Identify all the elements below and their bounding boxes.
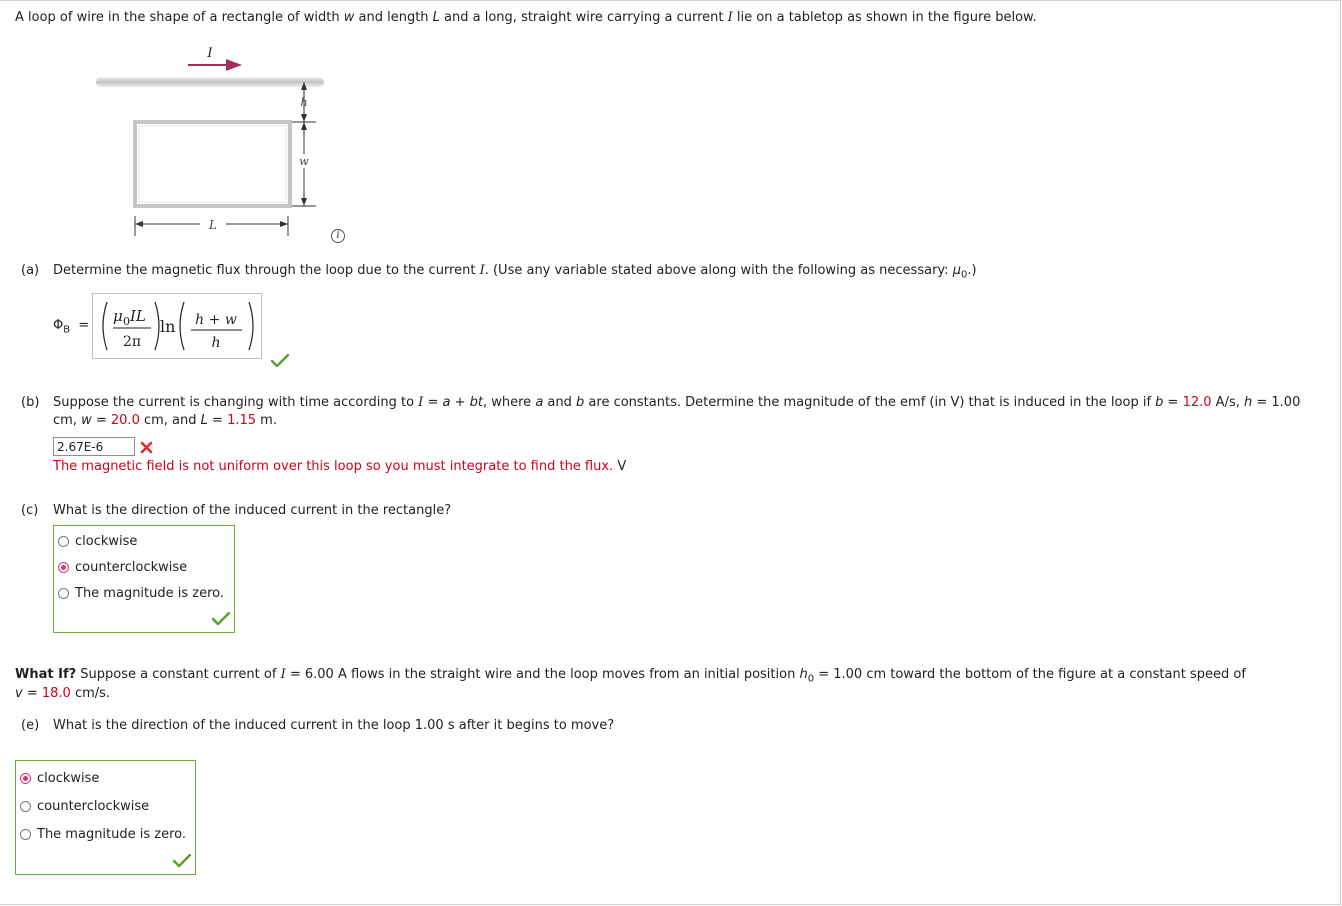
flux-equals: =: [78, 318, 90, 333]
part-a-text-3: .): [967, 263, 977, 278]
radio-icon[interactable]: [58, 588, 69, 599]
b-text-9: m.: [256, 413, 277, 428]
b-text-5: A/s,: [1211, 395, 1244, 410]
answer-mu: μ: [113, 307, 123, 325]
b-value: 12.0: [1182, 395, 1212, 410]
part-c-question: What is the direction of the induced current in the rectangle?: [53, 503, 452, 518]
radio-selected-icon[interactable]: [58, 562, 69, 573]
part-a-text-2: . (Use any variable stated above along with the following as necessary:: [484, 263, 953, 278]
part-e-option-counterclockwise[interactable]: [20, 799, 149, 814]
part-c-option-zero[interactable]: [58, 586, 224, 601]
h-label: h: [300, 96, 308, 109]
option-label: counterclockwise: [75, 560, 188, 575]
radio-icon[interactable]: [20, 801, 31, 812]
radio-selected-icon[interactable]: [20, 773, 31, 784]
b-var-w: w: [81, 413, 92, 428]
checkmark-icon: [212, 612, 230, 625]
info-icon[interactable]: i: [331, 229, 345, 243]
wire-loop-figure: [90, 40, 330, 240]
answer-h-plus-w: h + w: [195, 312, 237, 328]
whatif-text-4: cm/s.: [70, 686, 111, 701]
part-c-label: (c): [21, 503, 39, 518]
b-text-2: , where: [482, 395, 536, 410]
straight-wire: [96, 77, 324, 87]
current-label: I: [207, 46, 213, 61]
b-eq-2: =: [1163, 395, 1183, 410]
part-b-question-line1: [53, 395, 1300, 410]
radio-icon[interactable]: [58, 536, 69, 547]
part-a-text-1: Determine the magnetic flux through the loop due to the current: [53, 263, 480, 278]
b-var-a: a: [442, 395, 451, 410]
flux-answer-box[interactable]: [92, 293, 262, 359]
b-var-b2: b: [576, 395, 585, 410]
part-e-option-clockwise[interactable]: [20, 771, 99, 786]
flux-expression: [93, 294, 261, 358]
phi-sub: B: [63, 324, 71, 336]
b-plus: +: [450, 395, 470, 410]
part-b-label: (b): [21, 395, 40, 410]
whatif-var-v: v: [15, 686, 23, 701]
part-a-label: (a): [21, 263, 40, 278]
b-eq-3: =: [91, 413, 111, 428]
whatif-h-sub: 0: [807, 673, 815, 685]
answer-2pi: 2π: [122, 334, 142, 350]
part-b-question-line2: [53, 413, 277, 428]
v-value: 18.0: [41, 686, 71, 701]
part-e-option-zero[interactable]: [20, 827, 186, 842]
w-value: 20.0: [110, 413, 140, 428]
intro-text-3: and a long, straight wire carrying a current: [439, 10, 728, 25]
current-arrow-icon: [188, 59, 242, 71]
checkmark-icon: [271, 354, 289, 367]
option-label: clockwise: [75, 534, 138, 549]
part-c-option-clockwise[interactable]: [58, 534, 137, 549]
incorrect-x-icon: [140, 441, 153, 454]
phi-symbol: Φ: [53, 318, 64, 333]
b-var-a2: a: [535, 395, 544, 410]
whatif-eq: =: [22, 686, 42, 701]
b-eq-1: =: [423, 395, 443, 410]
what-if-line2: [15, 686, 110, 701]
b-var-L: L: [200, 413, 208, 428]
option-label: clockwise: [37, 771, 100, 786]
part-e-options: [15, 760, 196, 875]
part-e-question: What is the direction of the induced current in the loop 1.00 s after it begins to move?: [53, 718, 615, 733]
intro-var-L: L: [432, 10, 440, 25]
option-label: counterclockwise: [37, 799, 150, 814]
b-text-8: cm, and: [139, 413, 201, 428]
intro-text-1: A loop of wire in the shape of a rectangle of width: [15, 10, 344, 25]
what-if-line1: [15, 667, 1246, 685]
what-if-heading: What If?: [15, 667, 77, 682]
emf-answer-input[interactable]: 2.67E-6: [53, 437, 135, 456]
b-var-h: h: [1244, 395, 1253, 410]
b-text-3: and: [543, 395, 577, 410]
part-a-mu: μ: [952, 263, 961, 278]
feedback-text: The magnetic field is not uniform over this loop so you must integrate to find the flux.: [53, 459, 614, 474]
part-e-label: (e): [21, 718, 40, 733]
whatif-var-I: I: [280, 667, 286, 682]
answer-h: h: [211, 335, 221, 351]
part-a-mu-sub: 0: [960, 269, 968, 281]
part-a-var-I: I: [479, 263, 485, 278]
b-var-bt: bt: [469, 395, 483, 410]
option-label: The magnitude is zero.: [37, 827, 187, 842]
b-eq-4: =: [207, 413, 228, 428]
intro-text-4: lie on a tabletop as shown in the figure below.: [732, 10, 1037, 25]
b-text-1: Suppose the current is changing with time according to: [53, 395, 419, 410]
answer-mu-sub: 0: [123, 315, 130, 328]
radio-icon[interactable]: [20, 829, 31, 840]
b-var-b3: b: [1155, 395, 1164, 410]
part-b-feedback: [53, 459, 626, 474]
b-text-6: = 1.00: [1252, 395, 1301, 410]
b-text-7: cm,: [53, 413, 82, 428]
rectangular-loop: [135, 122, 290, 206]
intro-var-w: w: [343, 10, 355, 25]
whatif-text-1: Suppose a constant current of: [76, 667, 281, 682]
whatif-text-2: = 6.00 A flows in the straight wire and the loop moves from an initial position: [285, 667, 800, 682]
w-label: w: [299, 155, 309, 168]
part-a-question: [53, 263, 977, 281]
L-label: L: [209, 218, 217, 232]
emf-unit: V: [617, 459, 627, 474]
intro-var-I: I: [727, 10, 733, 25]
problem-intro: [15, 10, 1037, 25]
intro-text-2: and length: [354, 10, 433, 25]
b-var-I: I: [418, 395, 424, 410]
part-c-options: [53, 525, 235, 633]
b-text-4: are constants. Determine the magnitude of the emf (in V) that is induced in the loop if: [584, 395, 1156, 410]
option-label: The magnitude is zero.: [75, 586, 225, 601]
answer-IL: IL: [130, 307, 146, 325]
checkmark-icon: [173, 854, 191, 867]
answer-ln: ln: [160, 317, 176, 336]
L-value: 1.15: [227, 413, 257, 428]
part-c-option-counterclockwise[interactable]: [58, 560, 187, 575]
whatif-text-3: = 1.00 cm toward the bottom of the figure at a constant speed of: [814, 667, 1246, 682]
whatif-var-h: h: [799, 667, 808, 682]
flux-symbol: [53, 318, 89, 336]
